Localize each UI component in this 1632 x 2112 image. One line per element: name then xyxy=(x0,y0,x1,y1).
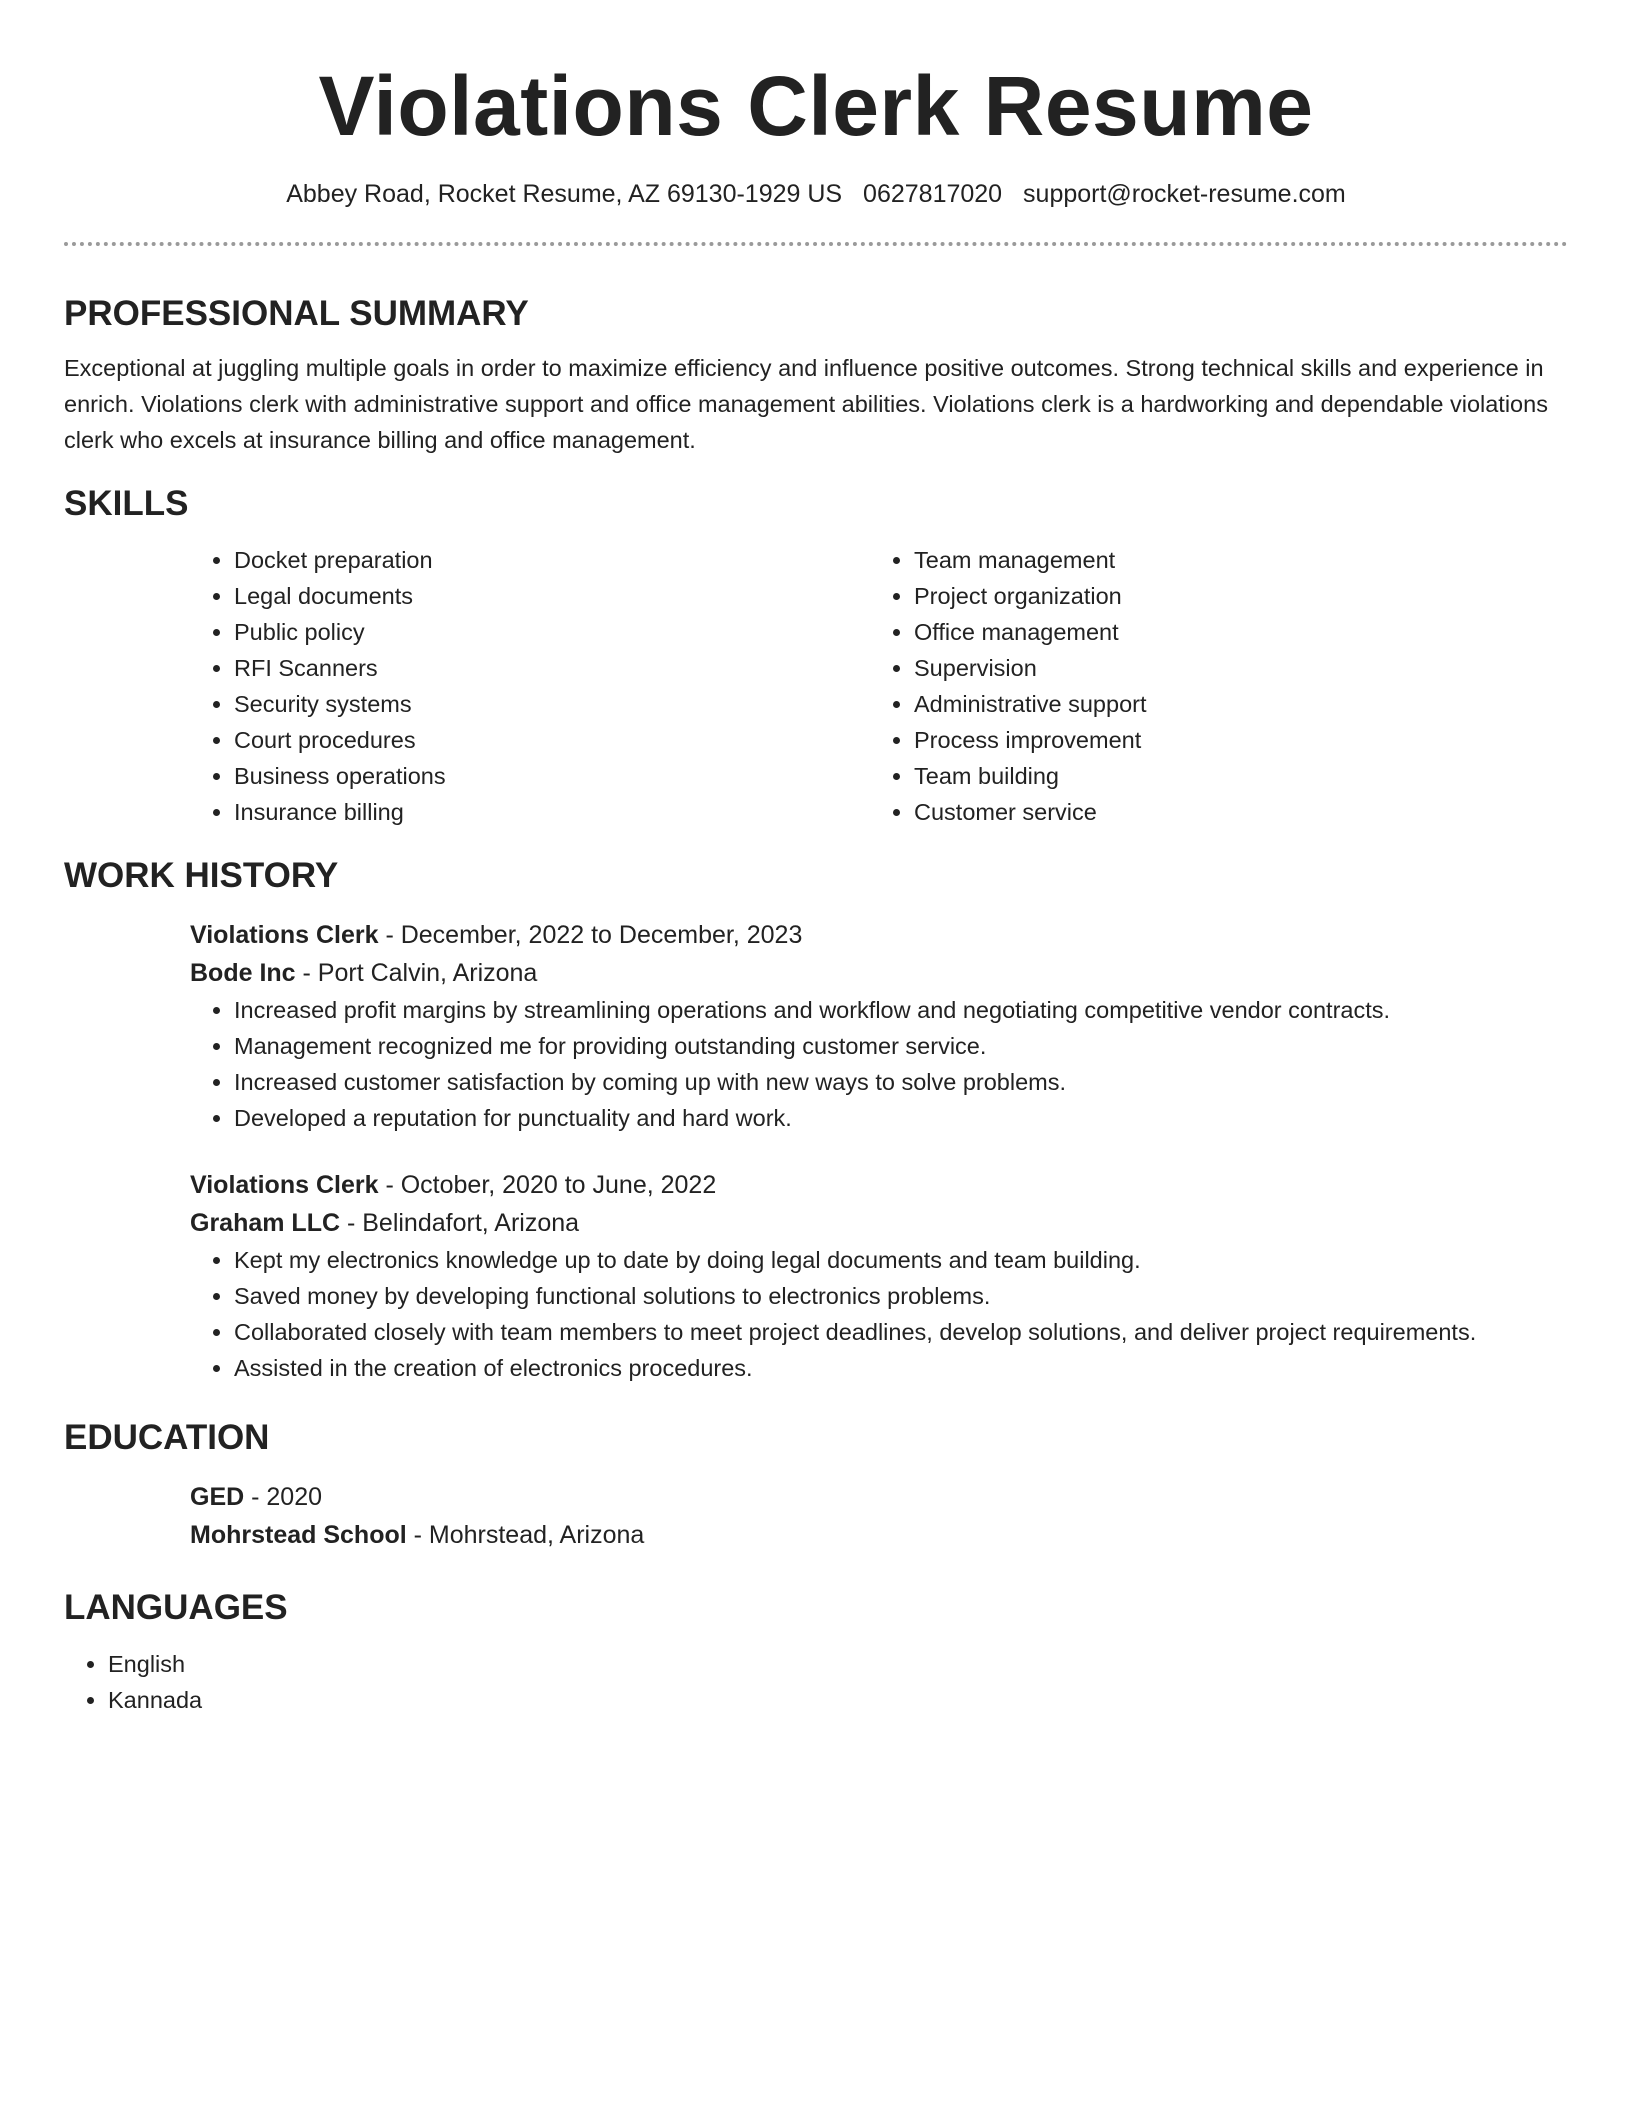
skill-item: • Public policy xyxy=(234,614,870,650)
job-company-line xyxy=(190,1204,1568,1242)
job-dates: - October, 2020 to June, 2022 xyxy=(378,1171,717,1199)
section-title-summary: PROFESSIONAL SUMMARY xyxy=(64,294,529,333)
skill-item: • RFI Scanners xyxy=(234,650,870,686)
skills-section xyxy=(64,482,1568,830)
skill-item: • Office management xyxy=(914,614,1550,650)
skill-item: • Process improvement xyxy=(914,722,1550,758)
section-title-languages: LANGUAGES xyxy=(64,1588,288,1627)
skills-grid xyxy=(190,542,1568,830)
job-location: - Belindafort, Arizona xyxy=(340,1209,580,1237)
job-bullet: • Developed a reputation for punctuality and hard work. xyxy=(234,1100,1568,1136)
education-degree: GED xyxy=(190,1483,245,1511)
job-entry xyxy=(190,1166,1568,1386)
skills-list-right xyxy=(870,542,1550,830)
skill-item: • Court procedures xyxy=(234,722,870,758)
summary-text: Exceptional at juggling multiple goals in order to maximize efficiency and influence positive outcomes. Strong technical skills and experience in enrich. Violations clerk with administrative support and office management abilities. Violations clerk is a hardworking and dependable violations clerk who excels at insurance billing and office management. xyxy=(64,355,1548,453)
skill-item: • Supervision xyxy=(914,650,1550,686)
education-location: - Mohrstead, Arizona xyxy=(406,1521,645,1549)
skill-item: • Team building xyxy=(914,758,1550,794)
education-section xyxy=(64,1416,1568,1554)
contact-phone: 0627817020 xyxy=(863,180,1003,208)
job-entry xyxy=(190,916,1568,1136)
job-bullet: • Assisted in the creation of electronics procedures. xyxy=(234,1350,1568,1386)
skill-item: • Business operations xyxy=(234,758,870,794)
job-bullet: • Increased customer satisfaction by coming up with new ways to solve problems. xyxy=(234,1064,1568,1100)
job-bullet: • Saved money by developing functional solutions to electronics problems. xyxy=(234,1278,1568,1314)
resume-title: Violations Clerk Resume xyxy=(318,59,1314,153)
section-title-education: EDUCATION xyxy=(64,1418,270,1457)
job-company-line xyxy=(190,954,1568,992)
job-bullet: • Collaborated closely with team members to meet project deadlines, develop solutions, and deliver project requirements. xyxy=(234,1314,1568,1350)
contact-email: support@rocket-resume.com xyxy=(1023,180,1346,208)
skills-column-left xyxy=(190,542,870,830)
skill-item: • Docket preparation xyxy=(234,542,870,578)
job-role: Violations Clerk xyxy=(190,1171,379,1199)
education-degree-line xyxy=(190,1478,1568,1516)
job-bullets xyxy=(190,1242,1568,1386)
job-company: Graham LLC xyxy=(190,1209,341,1237)
job-dates: - December, 2022 to December, 2023 xyxy=(378,921,803,949)
job-company: Bode Inc xyxy=(190,959,296,987)
contact-line xyxy=(64,178,1568,210)
skill-item: • Insurance billing xyxy=(234,794,870,830)
skill-item: • Administrative support xyxy=(914,686,1550,722)
skill-item: • Security systems xyxy=(234,686,870,722)
languages-list xyxy=(64,1646,1568,1718)
job-role-line xyxy=(190,916,1568,954)
resume-page xyxy=(64,0,1568,1718)
section-title-work: WORK HISTORY xyxy=(64,856,339,895)
language-item: • Kannada xyxy=(108,1682,1568,1718)
job-role-line xyxy=(190,1166,1568,1204)
work-section xyxy=(64,854,1568,1386)
skill-item: • Customer service xyxy=(914,794,1550,830)
education-school-line xyxy=(190,1516,1568,1554)
contact-address: Abbey Road, Rocket Resume, AZ 69130-1929 US xyxy=(286,180,843,208)
header-divider xyxy=(64,242,1568,246)
skills-list-left xyxy=(190,542,870,830)
summary-section xyxy=(64,292,1568,458)
language-item: • English xyxy=(108,1646,1568,1682)
job-location: - Port Calvin, Arizona xyxy=(295,959,538,987)
skill-item: • Project organization xyxy=(914,578,1550,614)
education-school: Mohrstead School xyxy=(190,1521,407,1549)
job-role: Violations Clerk xyxy=(190,921,379,949)
job-bullet: • Increased profit margins by streamlining operations and workflow and negotiating competitive vendor contracts. xyxy=(234,992,1568,1028)
skill-item: • Legal documents xyxy=(234,578,870,614)
job-bullets xyxy=(190,992,1568,1136)
skills-column-right xyxy=(870,542,1550,830)
education-entry xyxy=(190,1478,1568,1554)
skill-item: • Team management xyxy=(914,542,1550,578)
job-bullet: • Kept my electronics knowledge up to date by doing legal documents and team building. xyxy=(234,1242,1568,1278)
languages-section xyxy=(64,1586,1568,1718)
job-bullet: • Management recognized me for providing outstanding customer service. xyxy=(234,1028,1568,1064)
section-title-skills: SKILLS xyxy=(64,484,189,523)
education-year: - 2020 xyxy=(244,1483,323,1511)
